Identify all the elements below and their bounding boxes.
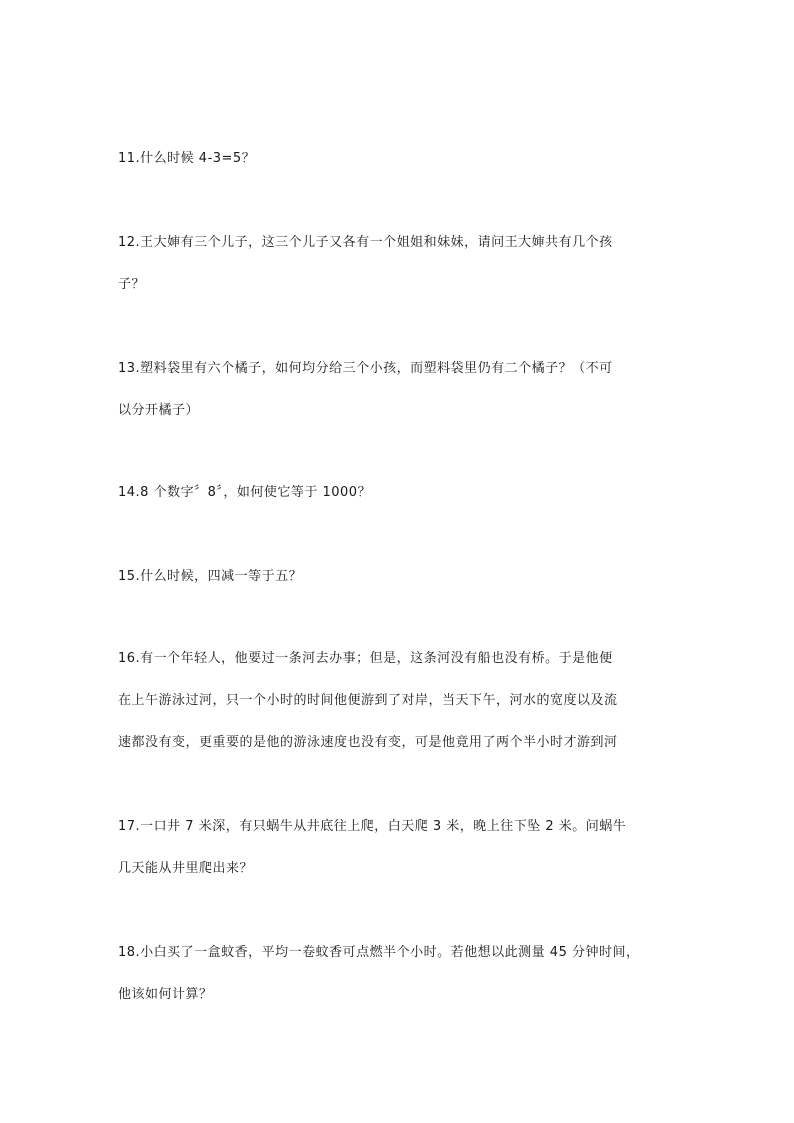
question-17-line-1: 17.一口井 7 米深，有只蜗牛从井底往上爬，白天爬 3 米，晚上往下坠 2 米。问蜗牛 bbox=[118, 819, 627, 834]
question-18-line-1: 18.小白买了一盒蚊香，平均一卷蚊香可点燃半个小时。若他想以此测量 45 分钟时间， bbox=[118, 945, 640, 960]
question-12-line-1: 12.王大婶有三个儿子，这三个儿子又各有一个姐姐和妹妹，请问王大婶共有几个孩 bbox=[118, 235, 613, 250]
question-18-line-2: 他该如何计算？ bbox=[118, 987, 213, 1002]
question-15-line-1: 15.什么时候，四减一等于五？ bbox=[118, 569, 303, 584]
question-13-line-2: 以分开橘子） bbox=[118, 403, 200, 418]
question-13-line-1: 13.塑料袋里有六个橘子，如何均分给三个小孩，而塑料袋里仍有二个橘子？（不可 bbox=[118, 361, 613, 376]
question-17-line-2: 几天能从井里爬出来？ bbox=[118, 861, 254, 876]
question-16-line-3: 速都没有变，更重要的是他的游泳速度也没有变，可是他竟用了两个半小时才游到河 bbox=[118, 735, 618, 750]
question-16-line-1: 16.有一个年轻人，他要过一条河去办事；但是，这条河没有船也没有桥。于是他便 bbox=[118, 651, 613, 666]
question-16-line-2: 在上午游泳过河，只一个小时的时间他便游到了对岸，当天下午，河水的宽度以及流 bbox=[118, 693, 618, 708]
question-12-line-2: 子？ bbox=[118, 277, 146, 292]
question-11-line-1: 11.什么时候 4-3=5？ bbox=[118, 151, 256, 166]
question-14-line-1: 14.8 个数字〞8〞，如何使它等于 1000？ bbox=[118, 485, 372, 500]
